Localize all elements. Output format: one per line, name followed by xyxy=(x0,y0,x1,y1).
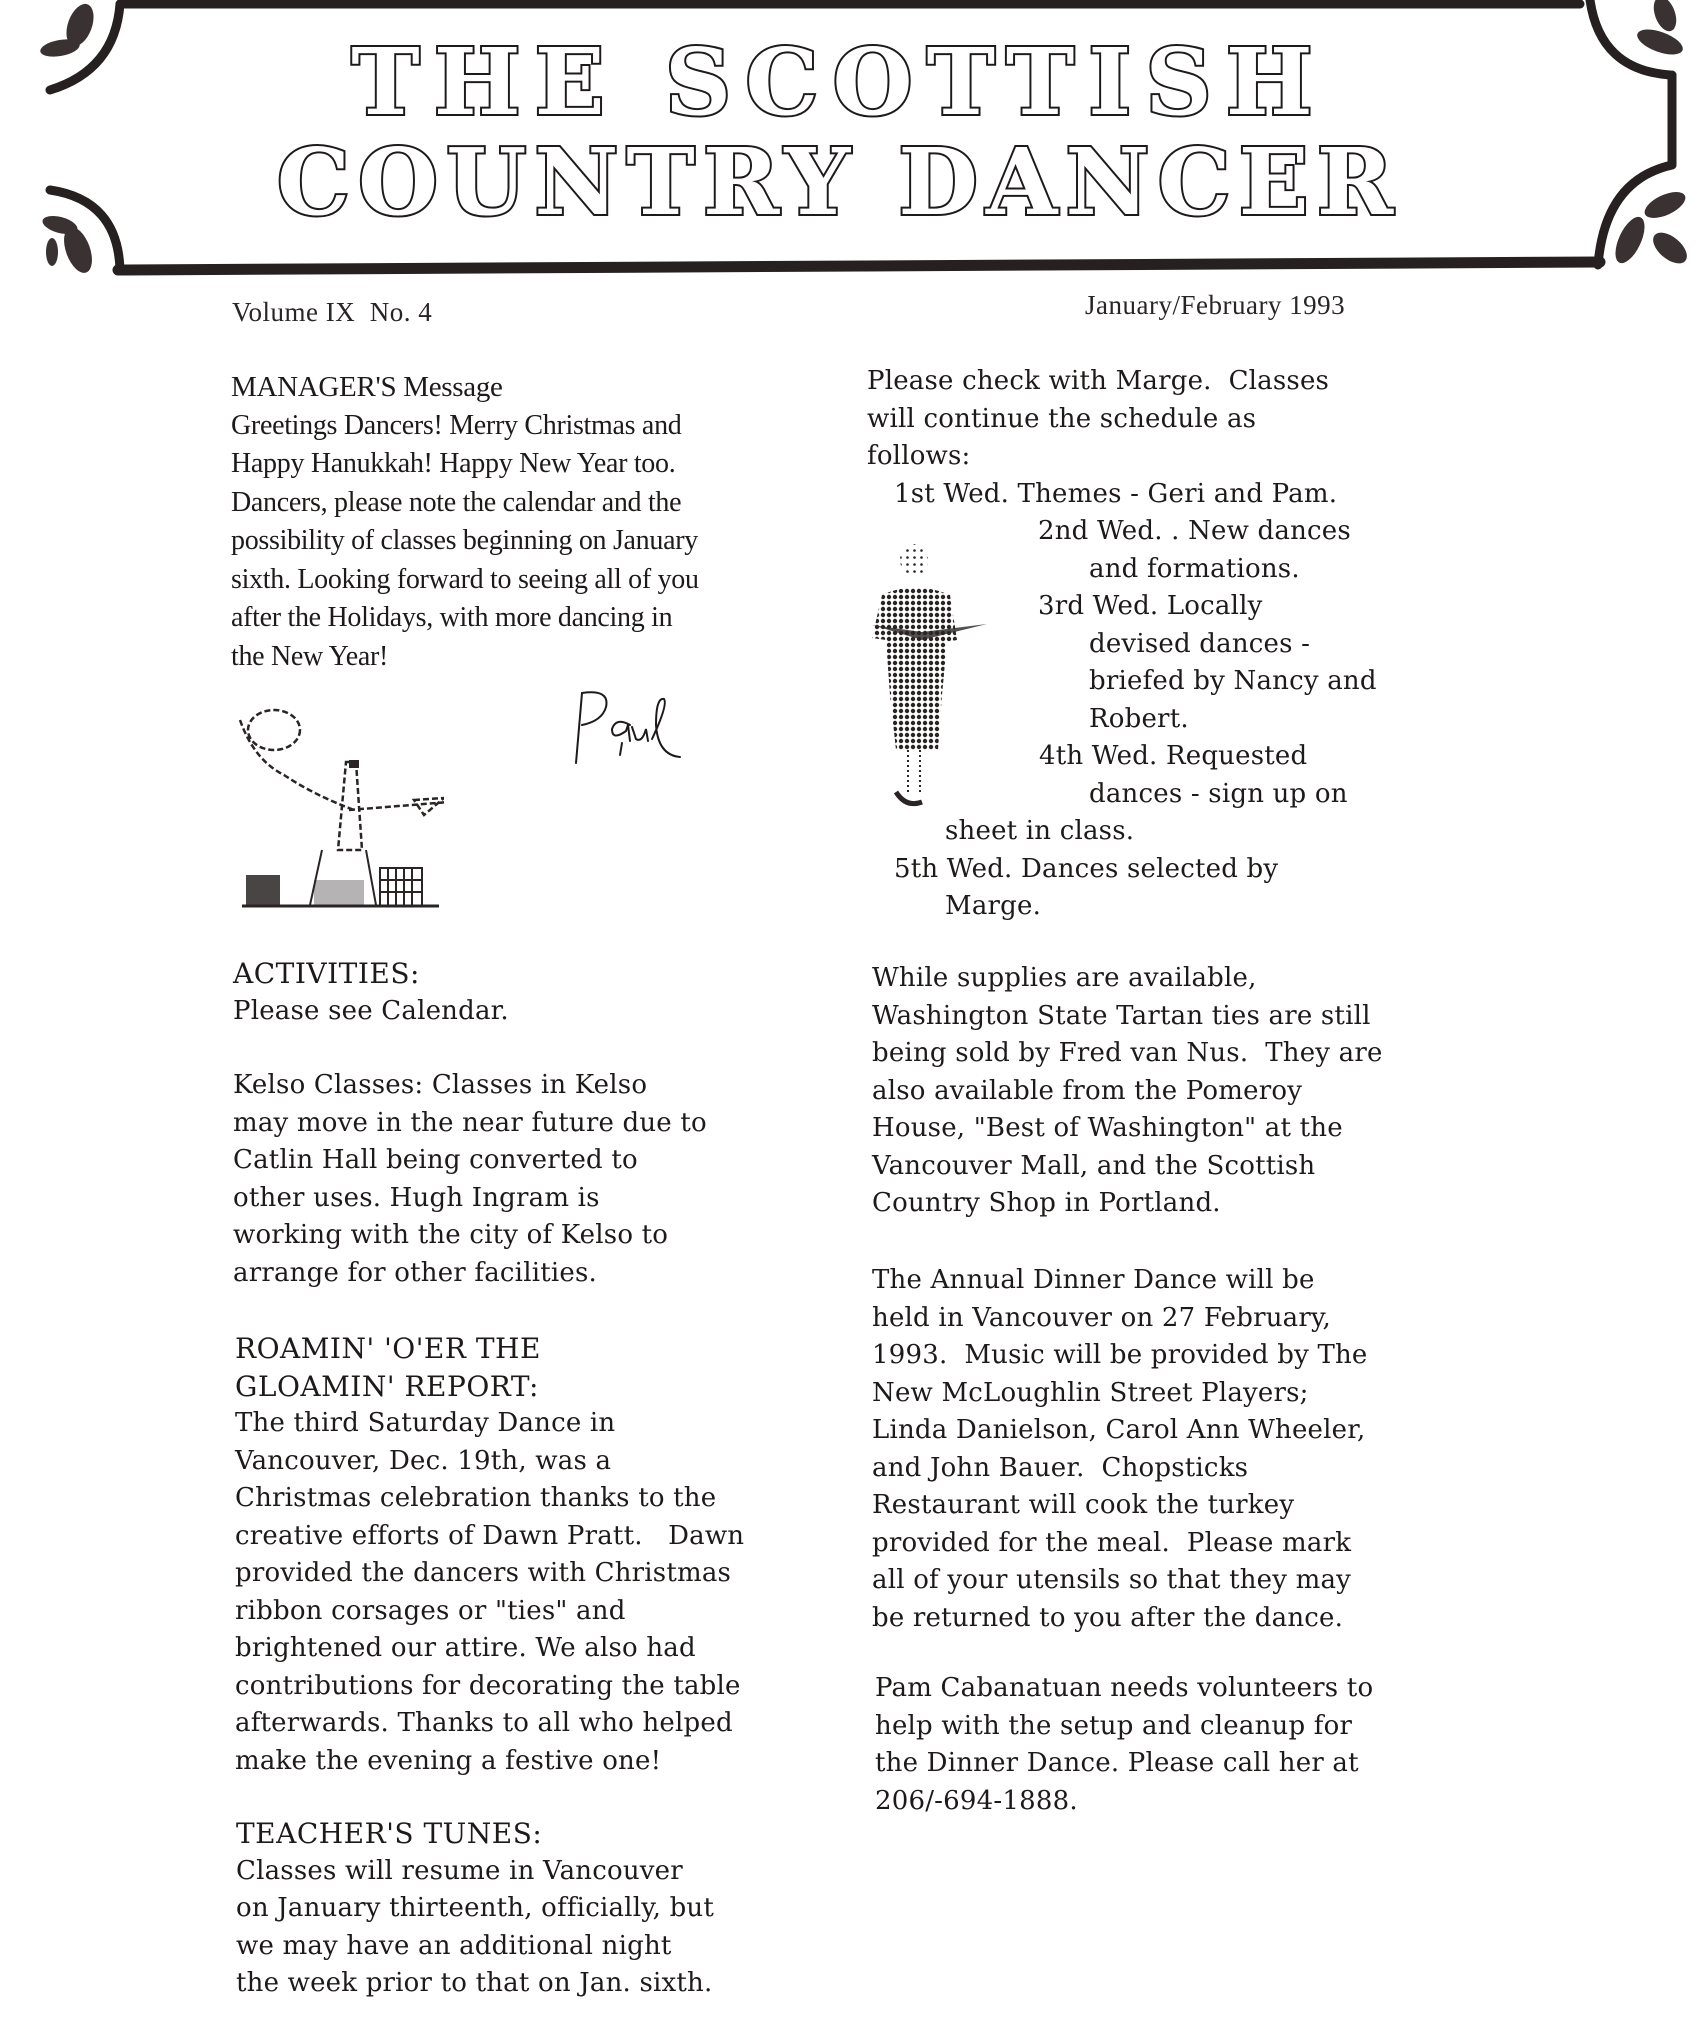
text-line: and John Bauer. Chopsticks xyxy=(872,1452,1249,1483)
text-line: the New Year! xyxy=(231,640,389,672)
issue-date: January/February 1993 xyxy=(1085,290,1346,320)
text-line: possibility of classes beginning on January xyxy=(231,525,698,556)
text-line: being sold by Fred van Nus. They are xyxy=(872,1038,1383,1068)
kilted-dancer-clipart xyxy=(862,540,992,810)
managers-message-heading: MANAGER'S Message xyxy=(231,371,503,403)
text-line: after the Holidays, with more dancing in xyxy=(231,602,673,633)
activities-section xyxy=(233,955,853,1292)
text-line: also available from the Pomeroy xyxy=(872,1075,1303,1106)
text-line: House, "Best of Washington" at the xyxy=(872,1113,1343,1143)
text-line: Pam Cabanatuan needs volunteers to xyxy=(875,1673,1374,1703)
text-line: The Annual Dinner Dance will be xyxy=(872,1265,1315,1295)
roamin-heading-line1: ROAMIN' 'O'ER THE xyxy=(235,1332,541,1365)
text-line: While supplies are available, xyxy=(872,963,1257,993)
roamin-report-section xyxy=(235,1330,875,1780)
activities-heading: ACTIVITIES: xyxy=(233,957,420,990)
teachers-tunes-heading: TEACHER'S TUNES: xyxy=(236,1817,543,1850)
text-line: Christmas celebration thanks to the xyxy=(235,1483,717,1513)
text-line: Washington State Tartan ties are still xyxy=(872,1000,1371,1031)
text-line: Kelso Classes: Classes in Kelso xyxy=(233,1070,648,1100)
text-line: brightened our attire. We also had xyxy=(235,1633,696,1663)
text-line: Linda Danielson, Carol Ann Wheeler, xyxy=(872,1415,1366,1445)
schedule-item: 4th Wed. Requested xyxy=(1039,741,1308,771)
text-line: all of your utensils so that they may xyxy=(872,1565,1352,1595)
masthead-title-line1: THE SCOTTISH xyxy=(351,28,1327,136)
text-line: on January thirteenth, officially, but xyxy=(236,1893,715,1923)
text-line: Dancers, please note the calendar and the xyxy=(231,486,682,518)
roamin-heading-line2: GLOAMIN' REPORT: xyxy=(235,1369,539,1403)
text-line: sixth. Looking forward to seeing all of you xyxy=(231,563,699,595)
schedule-item: 2nd Wed. . New dances xyxy=(1038,516,1351,546)
text-line: follows: xyxy=(867,441,971,471)
schedule-item: Robert. xyxy=(1089,703,1189,734)
text-line: we may have an additional night xyxy=(236,1930,672,1961)
text-line: the week prior to that on Jan. sixth. xyxy=(236,1968,713,1998)
schedule-item: Marge. xyxy=(945,891,1042,921)
text-line: 1993. Music will be provided by The xyxy=(872,1340,1368,1370)
schedule-item: briefed by Nancy and xyxy=(1089,666,1377,696)
text-line: Restaurant will cook the turkey xyxy=(872,1490,1295,1520)
text-line: Please check with Marge. Classes xyxy=(867,366,1330,396)
text-line: may move in the near future due to xyxy=(233,1107,707,1138)
text-line: help with the setup and cleanup for xyxy=(875,1710,1353,1741)
text-line: Vancouver, Dec. 19th, was a xyxy=(235,1445,612,1476)
text-line: other uses. Hugh Ingram is xyxy=(233,1182,600,1213)
teachers-tunes-section xyxy=(236,1815,856,2003)
text-line: afterwards. Thanks to all who helped xyxy=(235,1708,733,1738)
text-line: Vancouver Mall, and the Scottish xyxy=(872,1150,1316,1181)
text-line: arrange for other facilities. xyxy=(233,1257,597,1288)
schedule-item: sheet in class. xyxy=(945,816,1135,846)
text-line: provided for the meal. Please mark xyxy=(872,1527,1352,1558)
schedule-item: 1st Wed. Themes - Geri and Pam. xyxy=(894,478,1338,509)
text-line: working with the city of Kelso to xyxy=(233,1220,669,1250)
issue-volume: Volume IX No. 4 xyxy=(232,297,433,327)
text-line: creative efforts of Dawn Pratt. Dawn xyxy=(235,1520,745,1551)
text-line: Classes will resume in Vancouver xyxy=(236,1855,683,1886)
text-line: make the evening a festive one! xyxy=(235,1745,662,1776)
text-line: provided the dancers with Christmas xyxy=(235,1558,732,1588)
schedule-item: 5th Wed. Dances selected by xyxy=(894,853,1279,884)
text-line: the Dinner Dance. Please call her at xyxy=(875,1748,1359,1778)
signature xyxy=(560,685,690,780)
ribbon-dancer-clipart xyxy=(234,700,444,910)
text-line: ribbon corsages or "ties" and xyxy=(235,1595,626,1626)
text-line: Greetings Dancers! Merry Christmas and xyxy=(231,409,682,441)
tartan-ties-section xyxy=(872,960,1512,1223)
schedule-item: dances - sign up on xyxy=(1089,778,1348,809)
text-line: be returned to you after the dance. xyxy=(872,1602,1344,1633)
volunteers-section xyxy=(875,1670,1515,1820)
masthead-title-line2: COUNTRY DANCER xyxy=(276,128,1402,236)
text-line: Please see Calendar. xyxy=(233,995,509,1026)
schedule-item: 3rd Wed. Locally xyxy=(1038,591,1263,621)
text-line: Catlin Hall being converted to xyxy=(233,1145,638,1175)
text-line: contributions for decorating the table xyxy=(235,1670,741,1701)
text-line: New McLoughlin Street Players; xyxy=(872,1377,1309,1408)
text-line: will continue the schedule as xyxy=(867,403,1257,434)
schedule-item: devised dances - xyxy=(1089,628,1311,659)
text-line: Happy Hanukkah! Happy New Year too. xyxy=(231,448,676,479)
phone-number: 206/-694-1888. xyxy=(875,1785,1078,1816)
text-line: held in Vancouver on 27 February, xyxy=(872,1302,1331,1333)
text-line: Country Shop in Portland. xyxy=(872,1188,1221,1218)
text-line: The third Saturday Dance in xyxy=(235,1408,616,1438)
managers-message xyxy=(231,368,851,676)
dinner-dance-section xyxy=(872,1262,1512,1637)
schedule-item: and formations. xyxy=(1089,553,1300,584)
